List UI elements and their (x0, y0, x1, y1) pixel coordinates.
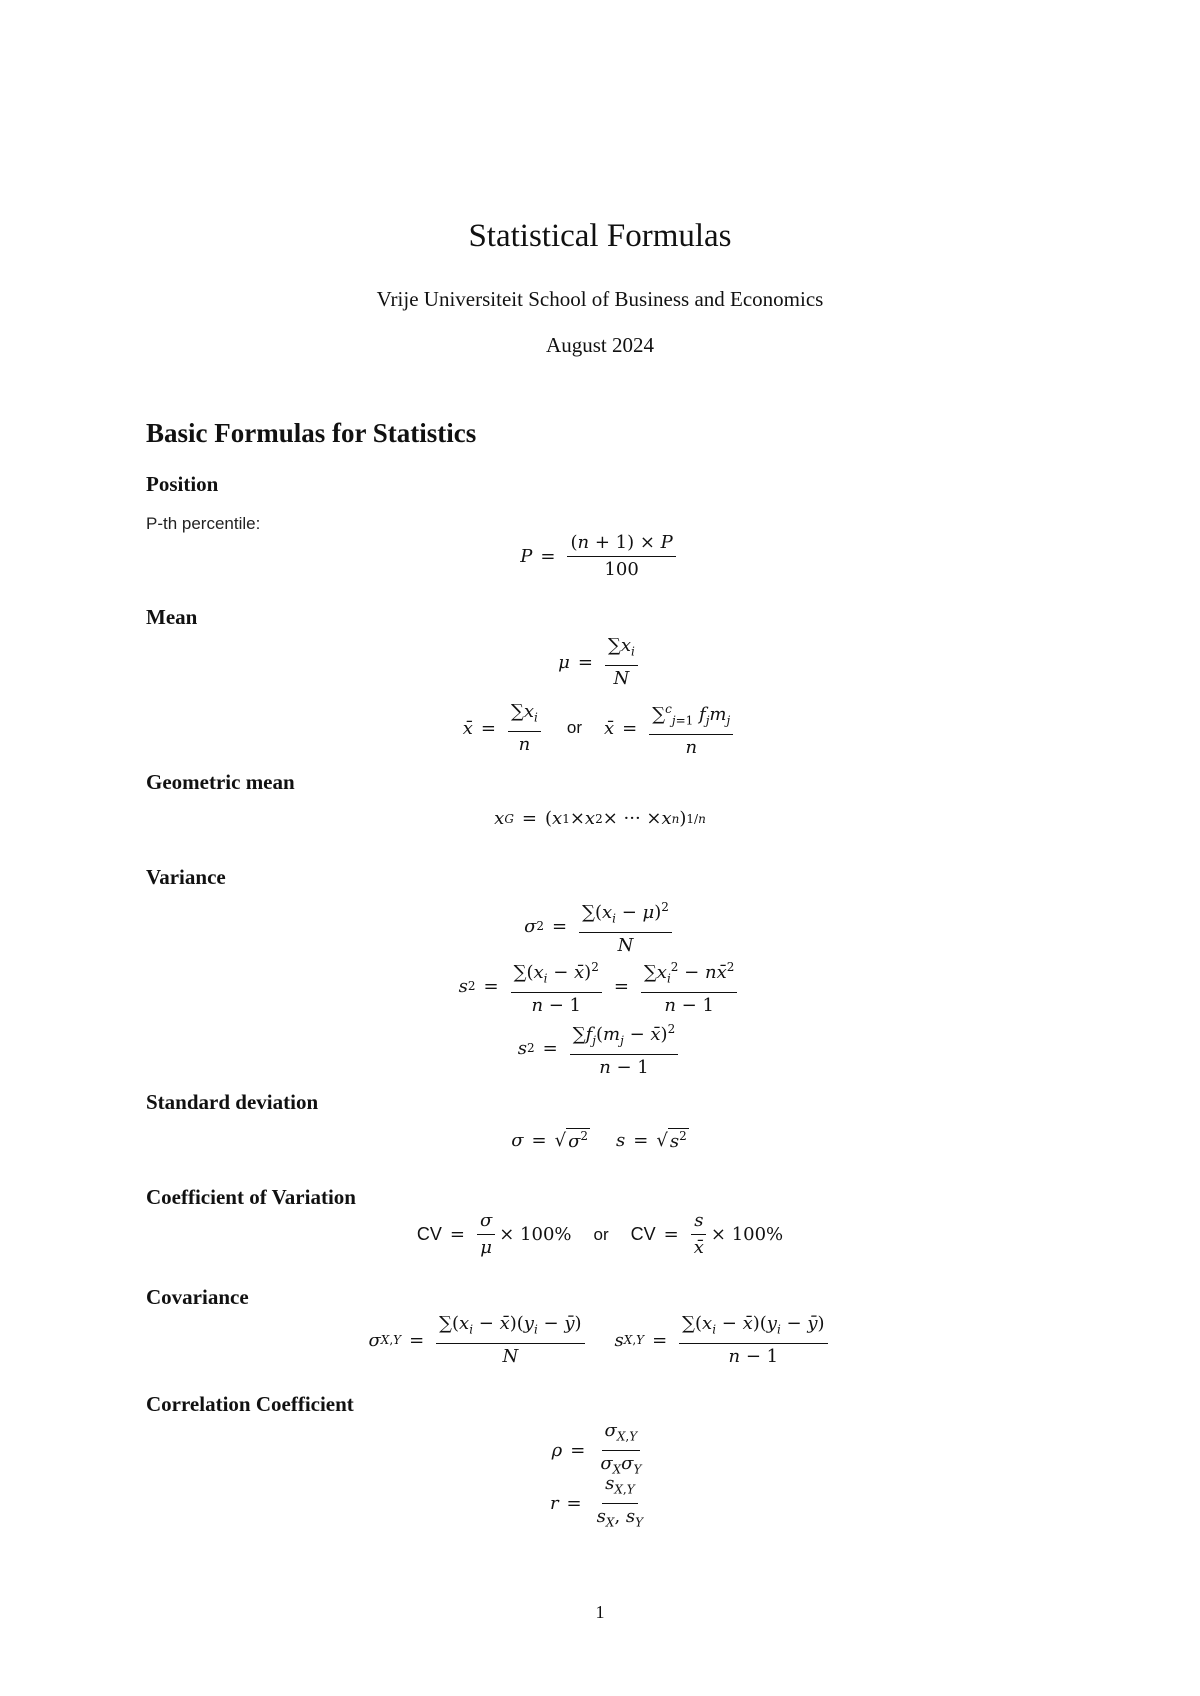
formula-population-mean: μ = $\frac{\sum x_i}{N}$ (0, 635, 1200, 690)
formula-population-correlation: ρ = $\frac{\sigma_{X,Y}}{\sigma_X\sigma_Y}$ (551, 1420, 642, 1477)
or-connector: or (566, 718, 582, 738)
heading-mean: Mean (146, 605, 198, 629)
formula-standard-deviation: σ = √ $\sigma^2$ s = √ $s^2$ (511, 1129, 687, 1152)
heading-variance: Variance (146, 865, 226, 889)
formula-sample-mean: x̄ = $\frac{\sum x_i}{n}$ or x̄ = $\frac{\sum^c_{j=1} f_jm_j}{n}$ (0, 698, 1200, 759)
heading-geometric-mean: Geometric mean (146, 770, 295, 794)
formula-sample-correlation: r = $\frac{s_{X,Y}}{s_X, s_Y}$ (549, 1473, 644, 1530)
or-connector: or (593, 1224, 609, 1244)
cv-label: CV (416, 1224, 442, 1244)
section-heading: Basic Formulas for Statistics (146, 418, 477, 448)
heading-position: Position (146, 472, 219, 496)
heading-correlation: Correlation Coefficient (146, 1392, 354, 1416)
formula-grouped-variance: s 2 = $\frac{\sum f_j(m_j - x̄)^2}{n - 1}$ (0, 1018, 1200, 1079)
formula-population-variance: σ 2 = $\frac{\sum(x_i - \mu)^2}{N}$ (0, 896, 1200, 957)
percentile-label: P-th percentile: (146, 514, 261, 533)
cv-label: CV (630, 1224, 656, 1244)
heading-standard-deviation: Standard deviation (146, 1090, 319, 1114)
formula-geometric-mean: x G = ( x 1 × x 2 × ··· × x n ) 1/n (494, 808, 706, 829)
formula-coefficient-of-variation: CV = $\frac{\sigma}{\mu}$ × 100% or CV = $\frac{s}{x̄}$ × 100% (416, 1210, 784, 1258)
formula-sample-variance: s 2 = $\frac{\sum(x_i - x̄)^2}{n - 1}$ = $\frac{\sum x_i^2 - nx̄^2}{n - 1}$ (0, 956, 1200, 1017)
formula-percentile: P = $\frac{(n + 1) \times P}{100}$ (0, 532, 1200, 581)
heading-coefficient-of-variation: Coefficient of Variation (146, 1185, 356, 1209)
document-date: August 2024 (546, 333, 654, 357)
document-institution: Vrije Universiteit School of Business and Economics (376, 287, 824, 311)
heading-covariance: Covariance (146, 1285, 249, 1309)
formula-covariance: σ X,Y = $\frac{\sum(x_i - x̄)(y_i - ȳ)}{N}$ s X,Y = $\frac{\sum(x_i - x̄)(y_i - ȳ)}{n - 1}$ (0, 1313, 1200, 1368)
document-title: Statistical Formulas (468, 218, 732, 254)
page-number: 1 (595, 1602, 605, 1622)
